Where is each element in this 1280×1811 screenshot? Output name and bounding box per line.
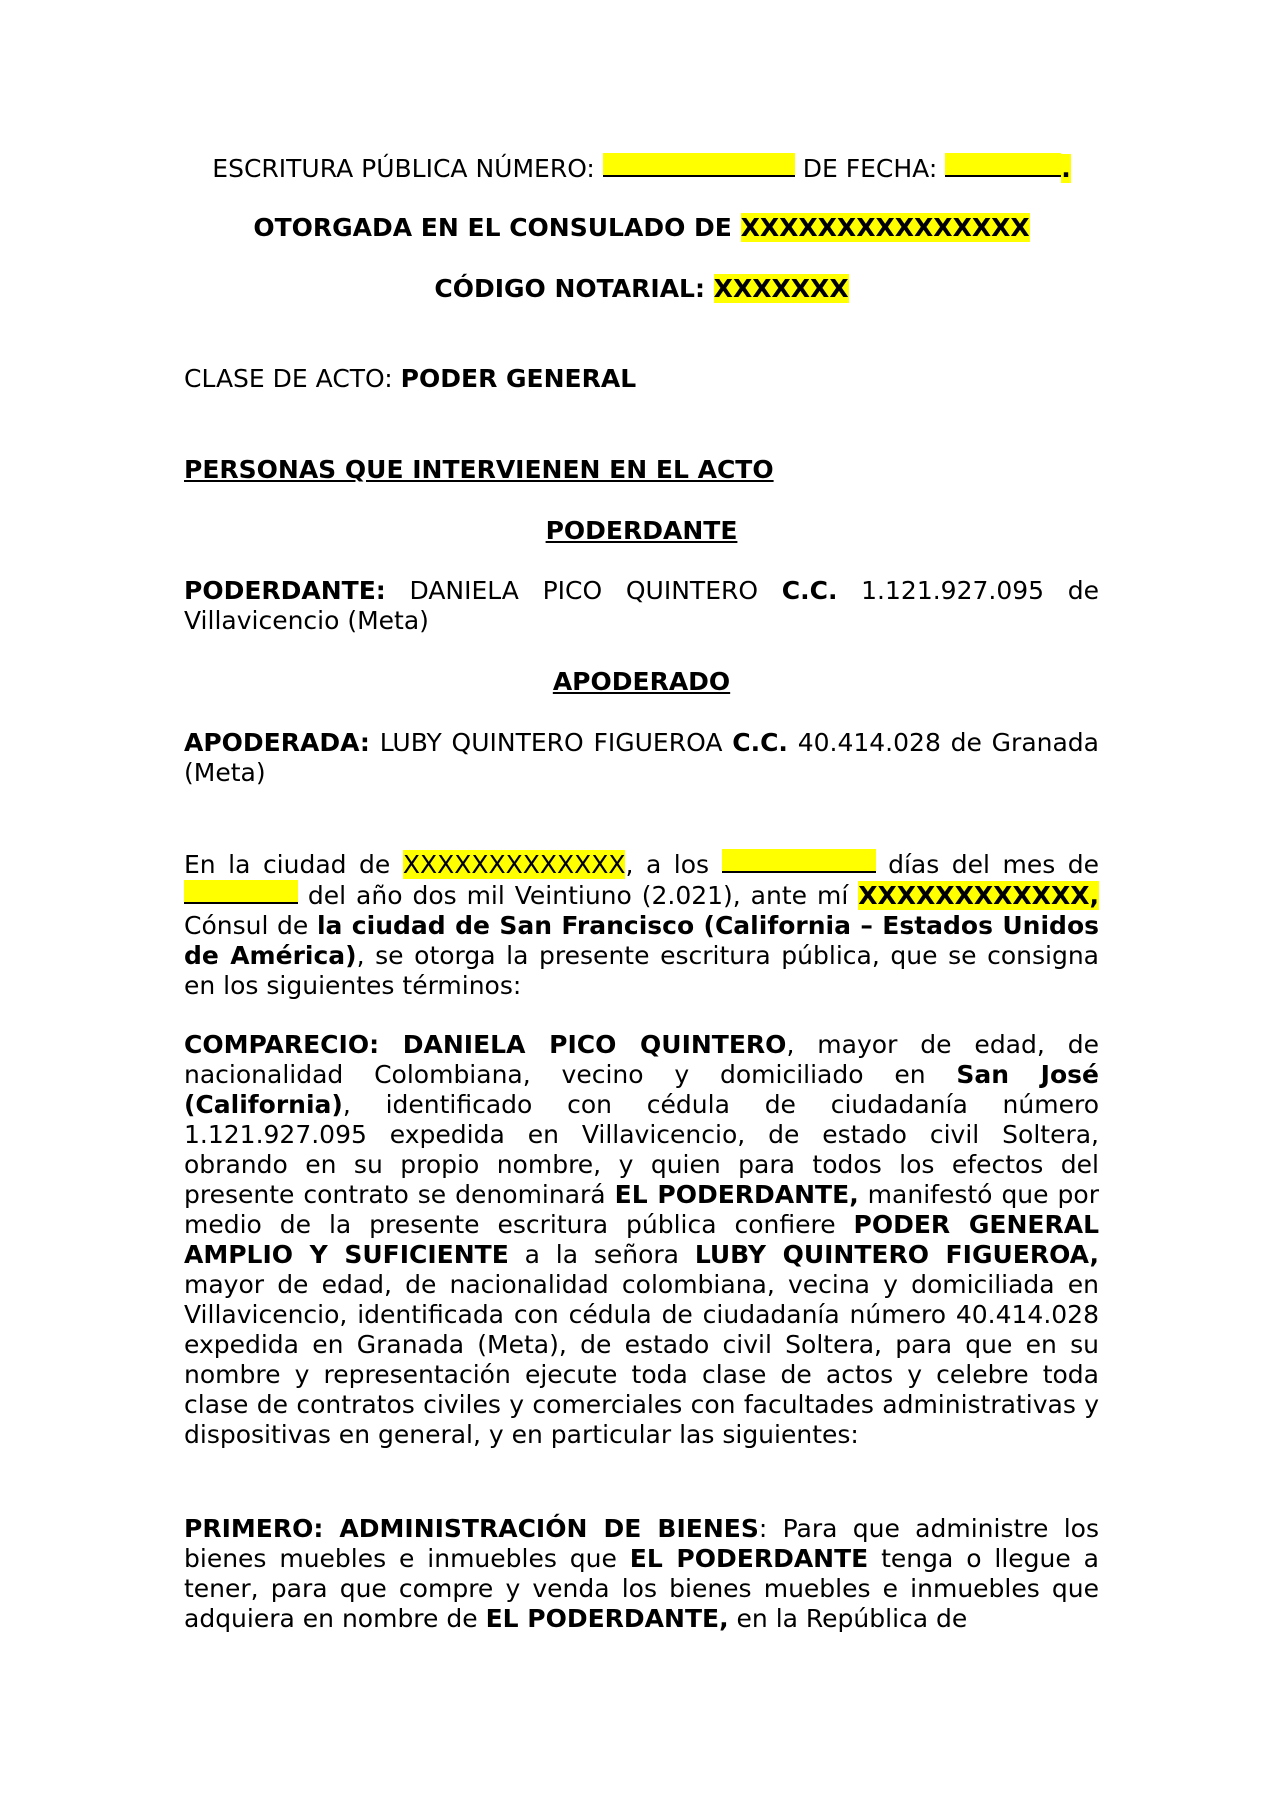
primero-b3: EL PODERDANTE,: [485, 1604, 729, 1633]
comparecio-b5: LUBY QUINTERO FIGUEROA,: [694, 1240, 1099, 1269]
primero-t2: tenga o llegue a tener, para que compre y venda los bienes muebles e inmuebles que adquiera en nombre de: [184, 1544, 1099, 1633]
consulado-label: OTORGADA EN EL CONSULADO DE: [253, 213, 741, 242]
fecha-end: .: [1061, 154, 1071, 183]
escritura-label: ESCRITURA PÚBLICA NÚMERO:: [212, 154, 603, 183]
intro-text-6: , se otorga la presente escritura pública, que se consigna en los siguientes términos:: [184, 941, 1099, 1000]
numero-blank: [603, 153, 795, 177]
intro-city-bold: la ciudad de San Francisco (California – Estados Unidos de América): [184, 911, 1099, 970]
comparecio-b2: San José (California): [184, 1060, 1099, 1119]
escritura-line: [184, 153, 1099, 184]
comparecio-t4: a la señora: [508, 1240, 695, 1269]
poderdante-cc: C.C.: [781, 576, 838, 605]
comparecio-t1: , mayor de edad, de nacionalidad Colombiana, vecino y domiciliado en: [184, 1030, 1099, 1089]
primero-b2: EL PODERDANTE: [629, 1544, 869, 1573]
primero-t3: en la República de: [728, 1604, 968, 1633]
clase-label: CLASE DE ACTO:: [184, 364, 401, 393]
apoderada-cc: C.C.: [732, 728, 788, 757]
fecha-label: DE FECHA:: [794, 154, 946, 183]
codigo-label: CÓDIGO NOTARIAL:: [434, 274, 714, 303]
comparecio-b1: COMPARECIO: DANIELA PICO QUINTERO: [184, 1030, 787, 1059]
intro-text-4: del año dos mil Veintiuno (2.021), ante mí: [298, 881, 859, 910]
poderdante-label: PODERDANTE:: [184, 576, 386, 605]
poderdante-paragraph: [184, 576, 1099, 636]
comparecio-b4: PODER GENERAL AMPLIO Y SUFICIENTE: [184, 1210, 1099, 1269]
mes-blank: [184, 880, 298, 904]
comparecio-t3: manifestó que por medio de la presente escritura pública confiere: [184, 1180, 1099, 1239]
intro-text-5: Cónsul de: [184, 911, 317, 940]
primero-b1: PRIMERO: ADMINISTRACIÓN DE BIENES: [184, 1514, 759, 1543]
intro-text-2: , a los: [625, 850, 722, 879]
poderdante-name: DANIELA PICO QUINTERO: [385, 576, 782, 605]
apoderada-paragraph: [184, 728, 1099, 788]
consulado-value: XXXXXXXXXXXXXXX: [740, 213, 1030, 242]
clase-value: PODER GENERAL: [400, 364, 637, 393]
primero-paragraph: [184, 1514, 1099, 1634]
intro-paragraph: [184, 849, 1099, 1001]
personas-heading: [184, 455, 1099, 485]
apoderada-label: APODERADA:: [184, 728, 370, 757]
intro-text-3: días del mes de: [875, 850, 1100, 879]
intro-city: XXXXXXXXXXXXX: [402, 850, 626, 879]
apoderado-heading-text: APODERADO: [552, 667, 731, 696]
comparecio-t5: mayor de edad, de nacionalidad colombiana, vecina y domiciliada en Villavicencio, identificada con cédula de ciudadanía número 40.414.028 expedida en Granada (Meta), de estado civil Soltera, para que en su nombre y representación ejecute toda clase de actos y celebre toda clase de contratos civiles y comerciales con facultades administrativas y dispositivas en general, y en particular las siguientes:: [184, 1270, 1099, 1449]
apoderada-rest: 40.414.028 de Granada (Meta): [184, 728, 1100, 787]
apoderado-heading: [184, 667, 1099, 697]
comparecio-b3: EL PODERDANTE,: [614, 1180, 859, 1209]
clase-acto-line: [184, 364, 1099, 394]
poderdante-rest: 1.121.927.095 de Villavicencio (Meta): [184, 576, 1099, 635]
apoderada-name: LUBY QUINTERO FIGUEROA: [369, 728, 733, 757]
poderdante-heading: [184, 516, 1099, 546]
intro-text-1: En la ciudad de: [184, 850, 403, 879]
comparecio-paragraph: [184, 1030, 1099, 1450]
personas-heading-text: PERSONAS QUE INTERVIENEN EN EL ACTO: [184, 455, 774, 484]
fecha-blank: [945, 153, 1061, 177]
codigo-notarial-line: [184, 274, 1099, 304]
comparecio-t2: , identificado con cédula de ciudadanía número 1.121.927.095 expedida en Villavicencio, de estado civil Soltera, obrando en su propio nombre, y quien para todos los efectos del presente contrato se denominará: [184, 1090, 1099, 1209]
poderdante-heading-text: PODERDANTE: [545, 516, 738, 545]
dias-blank: [722, 849, 876, 873]
consulado-line: [184, 213, 1099, 243]
primero-t1: : Para que administre los bienes muebles e inmuebles que: [184, 1514, 1099, 1573]
codigo-value: XXXXXXX: [713, 274, 849, 303]
intro-consul: XXXXXXXXXXXX,: [858, 881, 1099, 910]
